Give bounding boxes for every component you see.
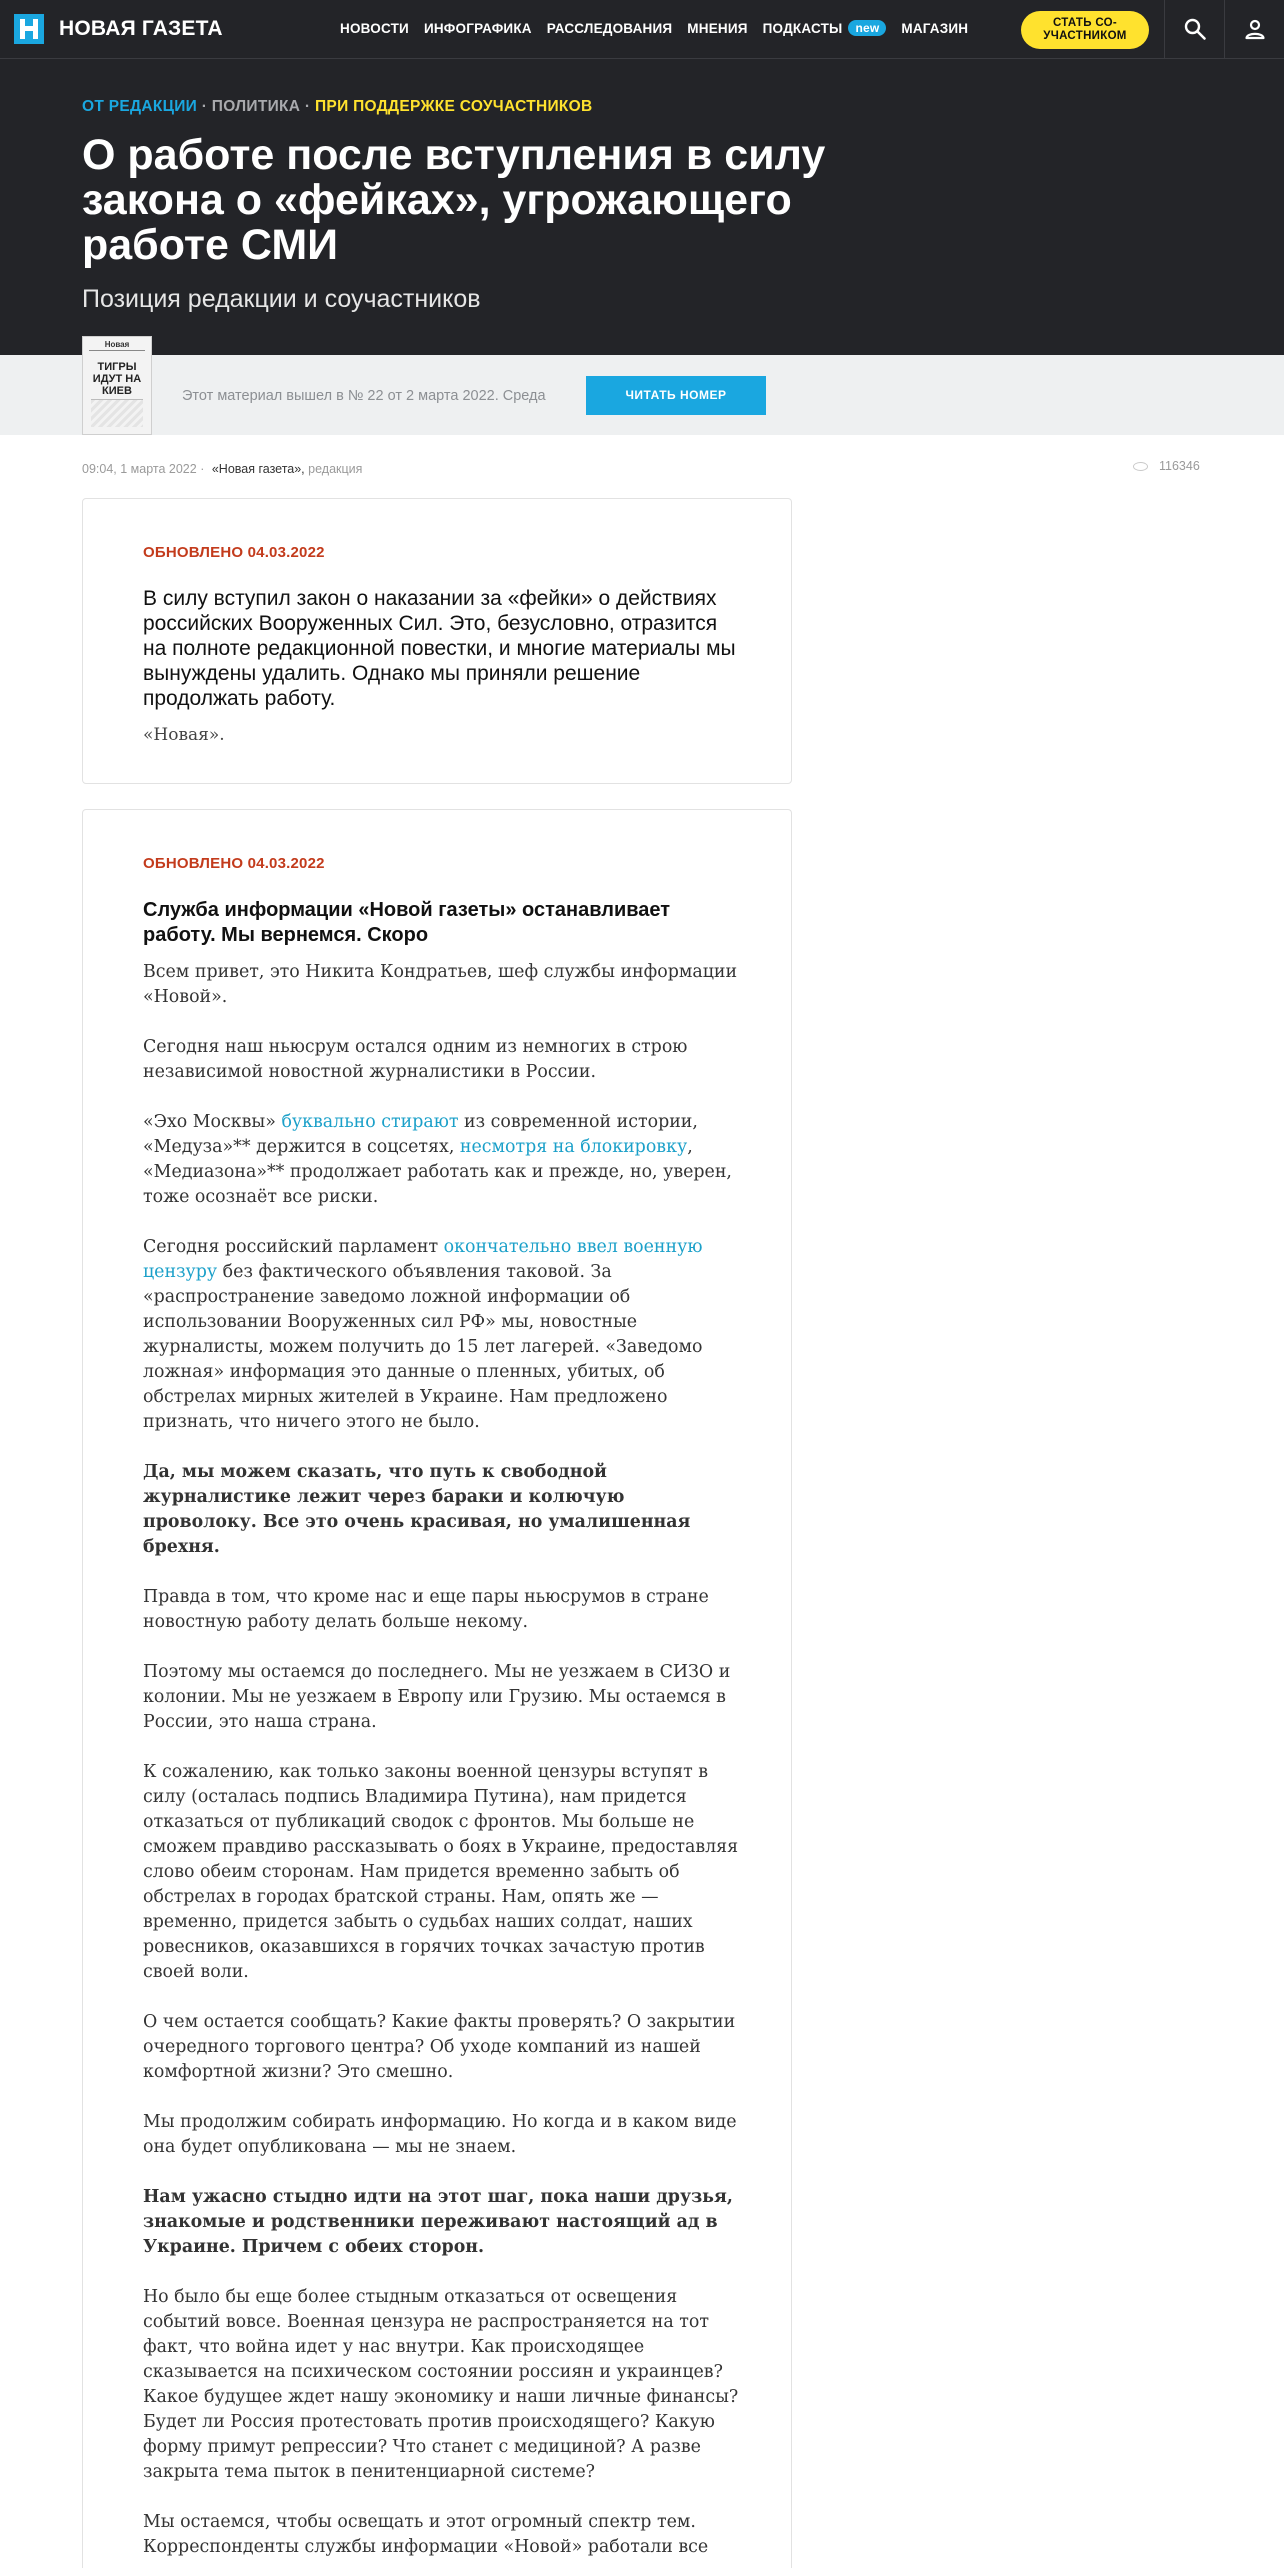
paragraph bbox=[143, 1110, 743, 1210]
become-member-line1: СТАТЬ СО- bbox=[1052, 17, 1118, 29]
paragraph: Но было бы еще более стыдным отказаться от освещения событий вовсе. Военная цензура не распространяется на тот факт, что война идет у нас внутри. Как происходящее сказывается на психическом состоянии россиян и украинцев? Какое будущее ждет нашу экономику и наши личные финансы? Будет ли Россия протестовать против происходящего? Какую форму примут репрессии? Что станет с медициной? А разве закрыта тема пыток в пенитенциарной системе? bbox=[143, 2287, 739, 2482]
publish-date: 09:04, 1 марта 2022 bbox=[82, 462, 197, 476]
paragraph-bold: Нам ужасно стыдно идти на этот шаг, пока наши друзья, знакомые и родственники переживают настоящий ад в Украине. Причем с обеих сторон. bbox=[143, 2187, 733, 2257]
profile-button[interactable] bbox=[1224, 0, 1284, 59]
text-run: «Эхо Москвы» bbox=[143, 1112, 282, 1132]
nav-item-investigations[interactable]: РАССЛЕДОВАНИЯ bbox=[546, 21, 673, 36]
paragraph: Правда в том, что кроме нас и еще пары ньюсрумов в стране новостную работу делать больше некому. bbox=[143, 1587, 709, 1632]
issue-cover-illustration bbox=[91, 399, 143, 427]
nav-item-infographics[interactable]: ИНФОГРАФИКА bbox=[423, 21, 532, 36]
nav-item-podcasts[interactable] bbox=[763, 21, 887, 37]
paragraph: Сегодня наш ньюсрум остался одним из немногих в строю независимой новостной журналистики в России. bbox=[143, 1037, 688, 1082]
rubric-supported[interactable]: ПРИ ПОДДЕРЖКЕ СОУЧАСТНИКОВ bbox=[314, 98, 593, 115]
text-run: без фактического объявления таковой. За «распространение заведомо ложной информации об использовании Вооруженных сил РФ» мы, новостные журналисты, можем получить до 15 лет лагерей. «Заведомо ложная» информация это данные о пленных, убитых, об обстрелах мирных жителей в Украине. Нам предложено признать, что ничего этого не было. bbox=[143, 1262, 703, 1432]
update-card bbox=[82, 498, 792, 784]
issue-cover-rule bbox=[89, 350, 145, 351]
link-echo-erased[interactable]: буквально стирают bbox=[281, 1112, 459, 1132]
text-run: Сегодня российский парламент bbox=[143, 1237, 444, 1257]
logo-icon[interactable] bbox=[14, 14, 44, 44]
news-service-card bbox=[82, 809, 792, 2568]
link-despite-blocking[interactable]: несмотря на блокировку bbox=[459, 1137, 688, 1157]
rubric-politics[interactable]: ПОЛИТИКА bbox=[211, 98, 301, 115]
update-lead: В силу вступил закон о наказании за «фейки» о действиях российских Вооруженных Сил. Это, безусловно, отразится на полноте редакционной повестки, и многие материалы мы вынуждены удалить. Однако мы приняли решение продолжать работу. bbox=[143, 587, 736, 710]
become-member-button[interactable] bbox=[1021, 11, 1149, 49]
view-count: 116346 bbox=[1159, 459, 1200, 473]
issue-cover-headline: ТИГРЫ ИДУТ НА КИЕВ bbox=[92, 361, 142, 397]
new-badge: new bbox=[848, 20, 886, 36]
nav-item-podcasts-label: ПОДКАСТЫ bbox=[762, 21, 843, 36]
search-icon bbox=[1183, 17, 1207, 41]
rubric-separator: · bbox=[201, 98, 208, 115]
paragraph: Всем привет, это Никита Кондратьев, шеф службы информации «Новой». bbox=[143, 962, 738, 1007]
card-title: Служба информации «Новой газеты» останавливает работу. Мы вернемся. Скоро bbox=[143, 899, 671, 946]
article-body bbox=[143, 960, 743, 2568]
eye-icon bbox=[1133, 462, 1148, 471]
rubric-separator: · bbox=[304, 98, 311, 115]
text-run: из современной истории, «Медуза»** держится в соцсетях, bbox=[143, 1112, 698, 1157]
meta-separator: · bbox=[200, 462, 205, 476]
logo-text[interactable]: НОВАЯ ГАЗЕТА bbox=[59, 17, 223, 40]
paragraph: Поэтому мы остаемся до последнего. Мы не уезжаем в СИЗО и колонии. Мы не уезжаем в Европу или Грузию. Мы остаемся в России, это наша страна. bbox=[143, 1662, 731, 1732]
paragraph-bold: Да, мы можем сказать, что путь к свободной журналистике лежит через бараки и колючую проволоку. Все это очень красивая, но умалишенная брехня. bbox=[143, 1462, 691, 1557]
article-subtitle: Позиция редакции и соучастников bbox=[82, 285, 481, 313]
main-nav bbox=[340, 21, 983, 37]
article-title: О работе после вступления в силу закона о «фейках», угрожающего работе СМИ bbox=[82, 131, 826, 269]
updated-label: ОБНОВЛЕНО 04.03.2022 bbox=[143, 544, 325, 561]
article-meta bbox=[82, 462, 362, 476]
issue-cover[interactable] bbox=[82, 336, 152, 435]
read-issue-button[interactable]: ЧИТАТЬ НОМЕР bbox=[586, 376, 766, 415]
paragraph: Мы продолжим собирать информацию. Но когда и в каком виде она будет опубликована — мы не знаем. bbox=[143, 2112, 737, 2157]
rubrics bbox=[82, 98, 593, 116]
updated-label: ОБНОВЛЕНО 04.03.2022 bbox=[143, 855, 325, 872]
paragraph: К сожалению, как только законы военной цензуры вступят в силу (осталась подпись Владимира Путина), нам придется отказаться от публикаций сводок с фронтов. Мы больше не сможем правдиво рассказывать о боях в Украине, предоставляя слово обеим сторонам. Нам придется временно забыть об обстрелах в городах братской страны. Нам, опять же — временно, придется забыть о судьбах наших солдат, наших ровесников, оказавшихся в горячих точках зачастую против своей воли. bbox=[143, 1762, 739, 1982]
paragraph: О чем остается сообщать? Какие факты проверять? О закрытии очередного торгового центра? Об уходе компаний из нашей комфортной жизни? Это смешно. bbox=[143, 2012, 736, 2082]
author-link[interactable]: «Новая газета», bbox=[211, 462, 305, 476]
update-signature: «Новая». bbox=[143, 725, 225, 745]
author-role: редакция bbox=[308, 462, 363, 476]
link-military-censorship[interactable]: окончательно ввел военную цензуру bbox=[143, 1237, 703, 1282]
nav-item-news[interactable]: НОВОСТИ bbox=[340, 21, 409, 36]
rubric-editorial[interactable]: ОТ РЕДАКЦИИ bbox=[82, 98, 198, 115]
issue-cover-masthead: Новая bbox=[104, 340, 130, 349]
paragraph bbox=[143, 1235, 743, 1435]
issue-info: Этот материал вышел в № 22 от 2 марта 2022. Среда bbox=[182, 388, 546, 404]
view-counter bbox=[1133, 459, 1200, 473]
nav-item-opinions[interactable]: МНЕНИЯ bbox=[687, 21, 748, 36]
user-icon bbox=[1243, 17, 1267, 41]
search-button[interactable] bbox=[1164, 0, 1224, 59]
paragraph: Мы остаемся, чтобы освещать и этот огромный спектр тем. Корреспонденты службы информации «Новой» работали все bbox=[143, 2512, 709, 2557]
text-run: , «Медиазона»** продолжает работать как и прежде, но, уверен, тоже осознаёт все риски. bbox=[143, 1137, 732, 1207]
top-bar bbox=[0, 0, 1284, 59]
become-member-line2: УЧАСТНИКОМ bbox=[1043, 30, 1127, 42]
nav-item-shop[interactable]: МАГАЗИН bbox=[901, 21, 969, 36]
article-hero bbox=[0, 59, 1284, 355]
